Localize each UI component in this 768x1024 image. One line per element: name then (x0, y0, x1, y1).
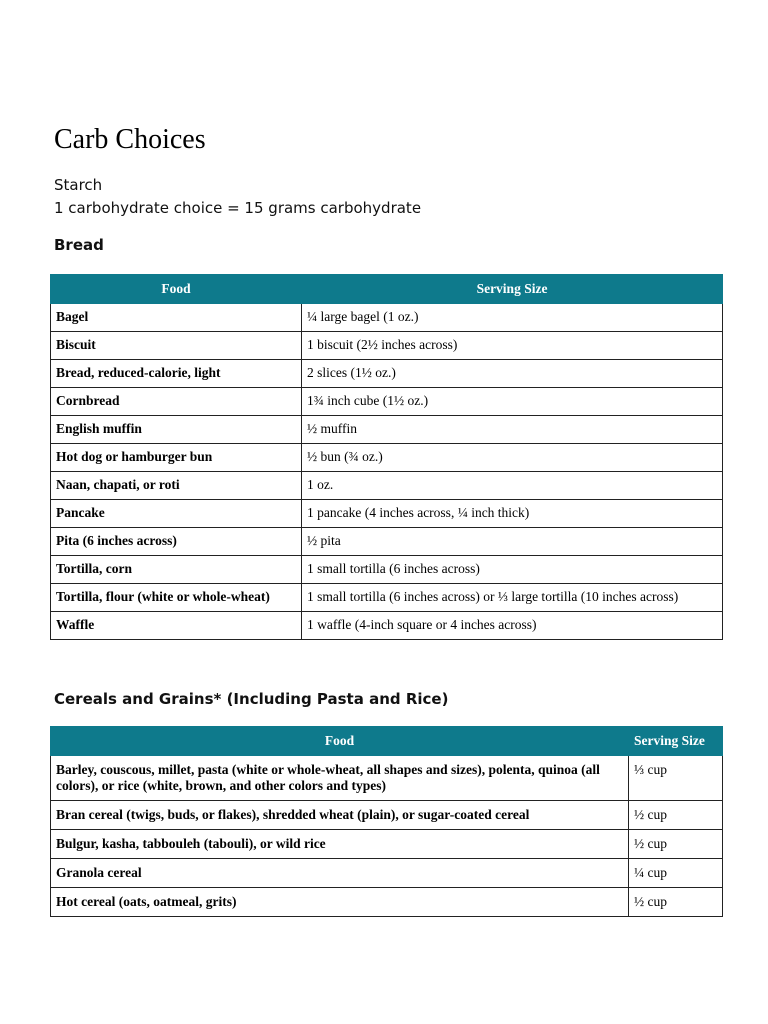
table-header-row (51, 275, 723, 304)
table-row (51, 830, 723, 859)
food-cell: Pancake (51, 500, 302, 528)
table-row (51, 500, 723, 528)
cereals-grains-heading: Cereals and Grains* (Including Pasta and Rice) (54, 690, 449, 708)
serving-size-column-header: Serving Size (302, 275, 723, 304)
table-row (51, 472, 723, 500)
bread-table (50, 274, 723, 640)
serving-cell: 2 slices (1½ oz.) (302, 360, 723, 388)
serving-cell: 1¾ inch cube (1½ oz.) (302, 388, 723, 416)
serving-cell: 1 pancake (4 inches across, ¼ inch thick) (302, 500, 723, 528)
serving-cell: ½ cup (629, 888, 723, 917)
food-cell: Tortilla, flour (white or whole-wheat) (51, 584, 302, 612)
bread-heading: Bread (54, 236, 104, 254)
table-row (51, 584, 723, 612)
serving-cell: ¼ large bagel (1 oz.) (302, 304, 723, 332)
food-column-header: Food (51, 727, 629, 756)
serving-cell: ½ bun (¾ oz.) (302, 444, 723, 472)
table-row (51, 556, 723, 584)
food-cell: Cornbread (51, 388, 302, 416)
table-row (51, 756, 723, 801)
serving-size-column-header: Serving Size (629, 727, 723, 756)
food-cell: Waffle (51, 612, 302, 640)
category-label: Starch (54, 176, 103, 194)
table-row (51, 388, 723, 416)
carb-rule-text: 1 carbohydrate choice = 15 grams carbohydrate (54, 199, 422, 217)
table-row (51, 360, 723, 388)
food-cell: English muffin (51, 416, 302, 444)
table-header-row (51, 727, 723, 756)
table-row (51, 304, 723, 332)
serving-cell: ⅓ cup (629, 756, 723, 801)
food-cell: Tortilla, corn (51, 556, 302, 584)
table-row (51, 528, 723, 556)
table-row (51, 416, 723, 444)
serving-cell: ½ pita (302, 528, 723, 556)
food-cell: Bran cereal (twigs, buds, or flakes), shredded wheat (plain), or sugar-coated cereal (51, 801, 629, 830)
food-cell: Bagel (51, 304, 302, 332)
food-cell: Hot dog or hamburger bun (51, 444, 302, 472)
table-row (51, 801, 723, 830)
food-column-header: Food (51, 275, 302, 304)
food-cell: Granola cereal (51, 859, 629, 888)
serving-cell: ¼ cup (629, 859, 723, 888)
food-cell: Naan, chapati, or roti (51, 472, 302, 500)
serving-cell: ½ muffin (302, 416, 723, 444)
serving-cell: 1 biscuit (2½ inches across) (302, 332, 723, 360)
food-cell: Bulgur, kasha, tabbouleh (tabouli), or wild rice (51, 830, 629, 859)
table-row (51, 332, 723, 360)
serving-cell: 1 waffle (4-inch square or 4 inches across) (302, 612, 723, 640)
food-cell: Barley, couscous, millet, pasta (white or whole-wheat, all shapes and sizes), polenta, quinoa (all colors), or rice (white, brown, and other colors and types) (51, 756, 629, 801)
cereals-grains-table (50, 726, 723, 917)
serving-cell: 1 small tortilla (6 inches across) (302, 556, 723, 584)
table-row (51, 612, 723, 640)
table-row (51, 444, 723, 472)
serving-cell: ½ cup (629, 830, 723, 859)
food-cell: Pita (6 inches across) (51, 528, 302, 556)
food-cell: Bread, reduced-calorie, light (51, 360, 302, 388)
serving-cell: 1 small tortilla (6 inches across) or ⅓ large tortilla (10 inches across) (302, 584, 723, 612)
table-row (51, 888, 723, 917)
food-cell: Biscuit (51, 332, 302, 360)
table-row (51, 859, 723, 888)
serving-cell: 1 oz. (302, 472, 723, 500)
food-cell: Hot cereal (oats, oatmeal, grits) (51, 888, 629, 917)
serving-cell: ½ cup (629, 801, 723, 830)
page-title: Carb Choices (54, 124, 206, 155)
